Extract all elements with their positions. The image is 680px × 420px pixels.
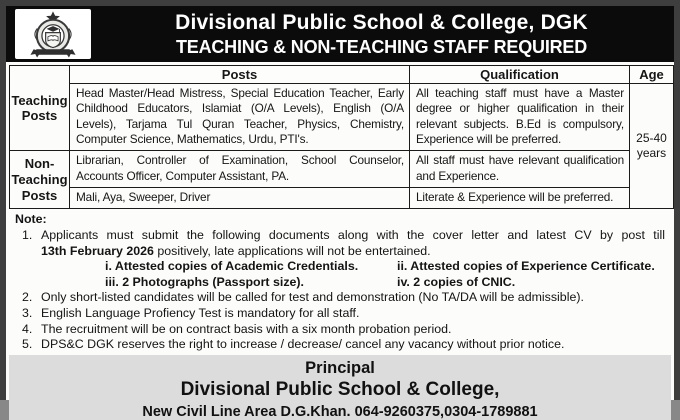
age-cell: 25-40 years: [630, 84, 674, 209]
note-item-text: DPS&C DGK reserves the right to increase / decrease/ cancel any vacancy without prior notice.: [41, 337, 565, 352]
note-item-number: 3.: [22, 306, 33, 321]
note-item-number: 2.: [22, 290, 33, 305]
non-teaching-qualification-cell: All staff must have relevant qualification and Experience.: [410, 151, 630, 188]
note-item-number: 5.: [22, 337, 33, 352]
note-item-2: [15, 290, 665, 306]
note-item-3: [15, 306, 665, 322]
vacancy-table-wrap: [6, 62, 674, 209]
teaching-qualification-cell: All teaching staff must have a Master degree or higher qualification in their relevant subjects. B.Ed is compulsory, Experience will be preferred.: [410, 84, 630, 151]
note-item-5: [15, 337, 665, 353]
note-item-text: English Language Profiency Test is mandatory for all staff.: [41, 306, 360, 321]
note1-post: positively, late applications will not be entertained.: [153, 243, 431, 258]
note-item-4: [15, 322, 665, 338]
school-logo: [15, 9, 91, 59]
document-item-iii: iii. 2 Photographs (Passport size).: [105, 274, 304, 289]
column-header-qualification: Qualification: [410, 66, 630, 84]
required-documents-list: [15, 259, 665, 290]
footer-contact-block: [9, 355, 671, 420]
school-crest-icon: [18, 10, 88, 58]
table-row: [10, 187, 674, 208]
notes-heading: Note:: [15, 212, 47, 227]
footer-address-phone: New Civil Line Area D.G.Khan. 064-9260375,0304-1789881: [142, 403, 538, 420]
document-item-i: i. Attested copies of Academic Credentials.: [105, 259, 359, 274]
support-qualification-cell: Literate & Experience will be preferred.: [410, 187, 630, 208]
footer-school-name: Divisional Public School & College,: [180, 378, 500, 400]
table-row: [10, 151, 674, 188]
note-item-text: Only short-listed candidates will be called for test and demonstration (No TA/DA will be admissible).: [41, 290, 584, 305]
note1-pre: Applicants must submit the following documents along with the cover letter and latest CV by post till: [41, 227, 665, 242]
note-item-text: The recruitment will be on contract basis with a six month probation period.: [41, 321, 452, 336]
school-title: Divisional Public School & College, DGK: [175, 10, 588, 34]
group-label-teaching: Teaching Posts: [10, 66, 70, 151]
advert-subtitle: TEACHING & NON-TEACHING STAFF REQUIRED: [175, 36, 588, 57]
column-header-age: Age: [630, 66, 674, 84]
document-item-iv: iv. 2 copies of CNIC.: [397, 274, 516, 289]
support-posts-cell: Mali, Aya, Sweeper, Driver: [70, 187, 410, 208]
footer-principal: Principal: [305, 358, 375, 377]
table-header-row: [10, 66, 674, 84]
note-item-number: 4.: [22, 321, 33, 336]
masthead: [6, 6, 674, 62]
note-item-number: 1.: [22, 227, 33, 242]
group-label-non-teaching: Non-Teaching Posts: [10, 151, 70, 209]
masthead-titles: [101, 11, 662, 58]
notes-section: [6, 209, 674, 353]
note-item-1: [15, 228, 665, 259]
document-item-ii: ii. Attested copies of Experience Certificate.: [397, 259, 655, 274]
note1-deadline: 13th February 2026: [41, 243, 154, 258]
teaching-posts-cell: Head Master/Head Mistress, Special Education Teacher, Early Childhood Educators, Islamiat (O/A Levels), English (O/A Levels), Tarjama Tul Quran Teacher, Physics, Chemistry, Computer Science, Mathematics, Urdu, PTI's.: [70, 84, 410, 151]
note-item-text: [41, 228, 665, 259]
table-row: [10, 84, 674, 151]
column-header-posts: Posts: [70, 66, 410, 84]
vacancy-table: [9, 65, 674, 209]
non-teaching-posts-cell: Librarian, Controller of Examination, School Counselor, Accounts Officer, Computer Assistant, PA.: [70, 151, 410, 188]
